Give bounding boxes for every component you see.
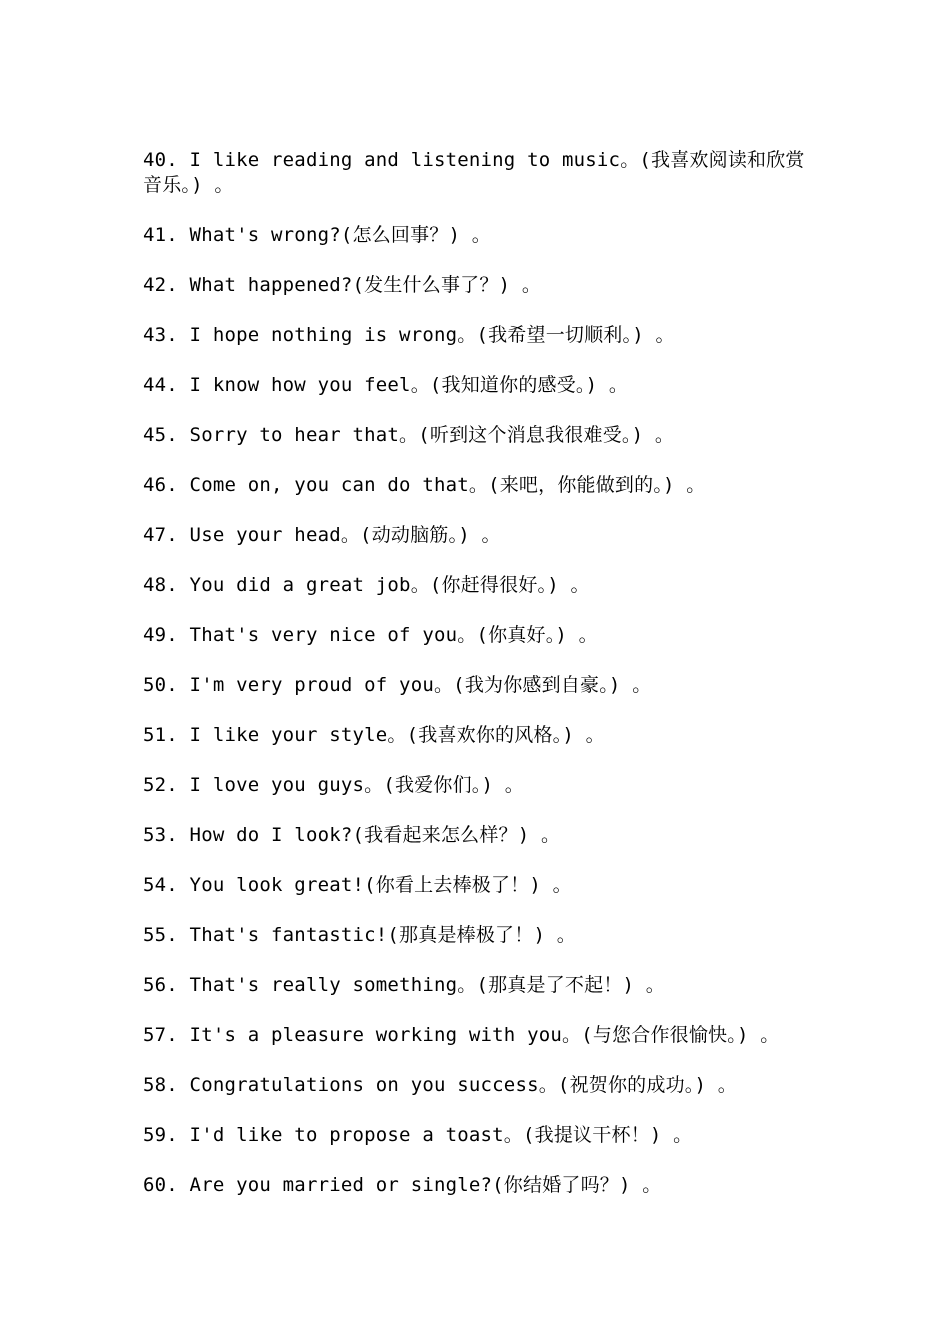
phrase-line-41: 41. What's wrong?(怎么回事？) 。 <box>143 224 491 246</box>
phrase-line-56: 56. That's really something。(那真是了不起！) 。 <box>143 974 665 996</box>
phrase-line-59: 59. I'd like to propose a toast。(我提议干杯！) 。 <box>143 1124 693 1146</box>
phrase-line-51: 51. I like your style。(我喜欢你的风格。) 。 <box>143 724 605 746</box>
phrase-line-57: 57. It's a pleasure working with you。(与您合作很愉快。) 。 <box>143 1024 780 1046</box>
phrase-line-60: 60. Are you married or single?(你结婚了吗？) 。 <box>143 1174 662 1196</box>
phrase-line-49: 49. That's very nice of you。(你真好。) 。 <box>143 624 598 646</box>
phrase-line-48: 48. You did a great job。(你赶得很好。) 。 <box>143 574 590 596</box>
phrase-line-44: 44. I know how you feel。(我知道你的感受。) 。 <box>143 374 629 396</box>
phrase-line-50: 50. I'm very proud of you。(我为你感到自豪。) 。 <box>143 674 652 696</box>
phrase-line-58: 58. Congratulations on you success。(祝贺你的成功。) 。 <box>143 1074 737 1096</box>
phrase-line-43: 43. I hope nothing is wrong。(我希望一切顺利。) 。 <box>143 324 675 346</box>
phrase-line-45: 45. Sorry to hear that。(听到这个消息我很难受。) 。 <box>143 424 675 446</box>
phrase-line-42: 42. What happened?(发生什么事了？) 。 <box>143 274 542 296</box>
phrase-line-53: 53. How do I look?(我看起来怎么样？) 。 <box>143 824 561 846</box>
phrase-line-55: 55. That's fantastic!(那真是棒极了！) 。 <box>143 924 576 946</box>
phrase-line-46: 46. Come on, you can do that。(来吧，你能做到的。) 。 <box>143 474 706 496</box>
phrase-list <box>143 148 813 1223</box>
phrase-line-40: 40. I like reading and listening to music。(我喜欢阅读和欣赏音乐。) 。 <box>143 149 805 196</box>
phrase-line-52: 52. I love you guys。(我爱你们。) 。 <box>143 774 524 796</box>
phrase-line-47: 47. Use your head。(动动脑筋。) 。 <box>143 524 501 546</box>
phrase-line-54: 54. You look great!(你看上去棒极了！) 。 <box>143 874 572 896</box>
